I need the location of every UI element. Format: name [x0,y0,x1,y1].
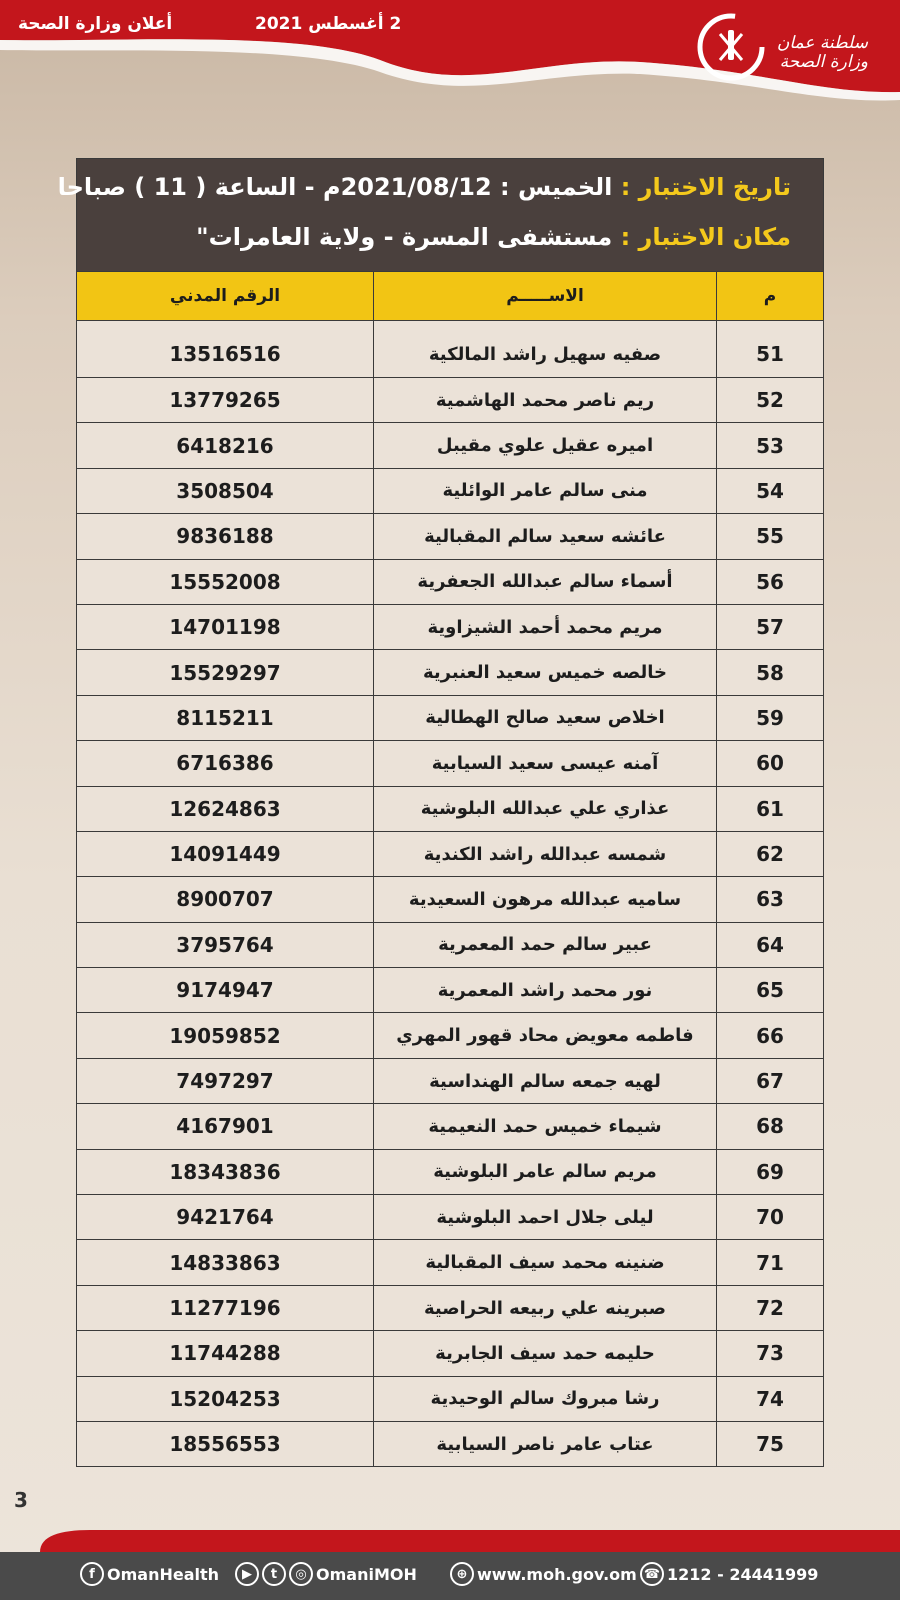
row-number: 52 [716,378,823,422]
row-civil-id: 18556553 [169,1432,281,1457]
table-row [77,831,823,876]
exam-place-line [196,223,791,251]
row-name: لهيه جمعه سالم الهنداسية [373,1059,716,1103]
row-name: خالصه خميس سعيد العنبرية [373,650,716,694]
row-number: 55 [716,514,823,558]
row-number: 63 [716,877,823,921]
row-name: ضنينه محمد سيف المقبالية [373,1240,716,1284]
row-number: 70 [716,1195,823,1239]
row-name: شمسه عبدالله راشد الكندية [373,832,716,876]
table-row [77,1376,823,1421]
exam-place-value: مستشفى المسرة - ولاية العامرات" [196,223,613,251]
header-name: الاســـــم [373,272,716,320]
table-spacer [77,321,823,331]
table-row [77,922,823,967]
row-number: 75 [716,1422,823,1466]
row-civil-id: 8900707 [176,887,274,912]
exam-info-box [57,159,823,271]
row-civil-id: 15552008 [169,569,281,594]
row-name: منى سالم عامر الوائلية [373,469,716,513]
row-number: 71 [716,1240,823,1284]
row-name: اخلاص سعيد صالح الهطالية [373,696,716,740]
logo-line-2: وزارة الصحة [779,52,868,72]
table-row [77,513,823,558]
phone-text: 1212 - 24441999 [667,1564,819,1584]
row-name: مريم سالم عامر البلوشية [373,1150,716,1194]
globe-icon: ⊕ [450,1562,474,1586]
row-number: 73 [716,1331,823,1375]
row-name: عائشه سعيد سالم المقبالية [373,514,716,558]
header-title: أعلان وزارة الصحة [18,14,173,34]
row-name: صفيه سهيل راشد المالكية [373,331,716,377]
row-number: 72 [716,1286,823,1330]
row-name: ساميه عبدالله مرهون السعيدية [373,877,716,921]
row-name: آمنه عيسى سعيد السيابية [373,741,716,785]
table-row [77,649,823,694]
table-row [77,377,823,422]
row-number: 53 [716,423,823,467]
row-civil-id: 6418216 [176,433,274,458]
table-row [77,468,823,513]
header-num: م [716,272,823,320]
table-row [77,786,823,831]
row-civil-id: 3795764 [176,932,274,957]
row-number: 65 [716,968,823,1012]
row-number: 74 [716,1377,823,1421]
row-civil-id: 9421764 [176,1205,274,1230]
row-name: شيماء خميس حمد النعيمية [373,1104,716,1148]
row-civil-id: 11277196 [169,1296,281,1320]
table-row [77,1239,823,1284]
header-id: الرقم المدني [169,286,281,306]
row-civil-id: 14091449 [169,842,281,867]
row-number: 66 [716,1013,823,1057]
row-number: 56 [716,560,823,604]
row-civil-id: 9836188 [176,524,274,549]
table-row [77,1194,823,1239]
row-name: نور محمد راشد المعمرية [373,968,716,1012]
instagram-icon: ◎ [289,1562,313,1586]
footer-social[interactable] [235,1562,417,1586]
row-name: فاطمه معويض محاد قهور المهري [373,1013,716,1057]
facebook-icon: f [80,1562,104,1586]
row-number: 62 [716,832,823,876]
exam-date-label: تاريخ الاختبار : [620,173,791,201]
row-number: 67 [716,1059,823,1103]
row-number: 64 [716,923,823,967]
table-row [77,1330,823,1375]
row-civil-id: 3508504 [176,478,274,503]
row-civil-id: 9174947 [176,978,274,1003]
row-name: عبير سالم حمد المعمرية [373,923,716,967]
row-number: 68 [716,1104,823,1148]
table-header [77,271,823,321]
row-name: أسماء سالم عبدالله الجعفرية [373,560,716,604]
table-row [77,1421,823,1466]
table-row [77,1058,823,1103]
row-civil-id: 4167901 [176,1114,274,1139]
row-number: 60 [716,741,823,785]
table-row [77,967,823,1012]
phone-icon: ☎ [640,1562,664,1586]
row-number: 69 [716,1150,823,1194]
row-name: عتاب عامر ناصر السيابية [373,1422,716,1466]
twitter-icon: t [262,1562,286,1586]
footer-band [0,1528,900,1552]
row-name: ريم ناصر محمد الهاشمية [373,378,716,422]
row-name: رشا مبروك سالم الوحيدية [373,1377,716,1421]
ministry-logo [698,12,888,82]
row-civil-id: 11744288 [169,1341,281,1366]
footer-facebook[interactable] [80,1562,219,1586]
row-civil-id: 15529297 [169,660,281,685]
youtube-icon: ▶ [235,1562,259,1586]
row-civil-id: 12624863 [169,796,281,821]
footer-website[interactable] [450,1562,637,1586]
table-row [77,1285,823,1330]
row-civil-id: 15204253 [169,1386,281,1411]
row-civil-id: 8115211 [176,705,274,730]
row-civil-id: 13779265 [169,388,281,413]
row-name: صبرينه علي ربيعه الحراصية [373,1286,716,1330]
facebook-handle: OmanHealth [107,1564,220,1584]
row-name: ليلى جلال احمد البلوشية [373,1195,716,1239]
row-name: حليمه حمد سيف الجابرية [373,1331,716,1375]
table-body [77,331,823,1466]
row-number: 57 [716,605,823,649]
website-text: www.moh.gov.om [477,1564,637,1584]
table-row [77,695,823,740]
row-civil-id: 19059852 [169,1023,281,1048]
table-row [77,604,823,649]
row-number: 58 [716,650,823,694]
table-row [77,559,823,604]
exam-date-value: الخميس : 2021/08/12م - الساعة ( 11 ) صباحا [57,173,613,201]
row-number: 54 [716,469,823,513]
row-name: مريم محمد أحمد الشيزاوية [373,605,716,649]
social-handle: OmaniMOH [316,1564,417,1584]
table-row [77,876,823,921]
exam-table [57,158,824,1467]
table-row [77,740,823,785]
row-civil-id: 7497297 [176,1069,274,1094]
logo-line-1: سلطنة عمان [776,33,868,53]
table-row [77,1012,823,1057]
table-row [77,422,823,467]
table-row [77,1149,823,1194]
table-row [77,1103,823,1148]
oman-emblem-icon [696,12,766,82]
row-number: 51 [716,331,823,377]
page-number: 3 [14,1488,28,1512]
row-name: عذاري علي عبدالله البلوشية [373,787,716,831]
row-civil-id: 13516516 [169,342,281,366]
exam-place-label: مكان الاختبار : [620,223,791,251]
row-number: 59 [716,696,823,740]
footer-phone[interactable] [640,1562,818,1586]
header-date: 2 أغسطس 2021 [255,14,402,34]
row-civil-id: 14833863 [169,1250,281,1275]
row-number: 61 [716,787,823,831]
row-civil-id: 14701198 [169,615,281,640]
table-row [77,331,823,377]
footer [0,1552,900,1600]
row-civil-id: 6716386 [176,751,274,776]
row-name: اميره عقيل علوي مقيبل [373,423,716,467]
exam-date-line [58,173,791,201]
row-civil-id: 18343836 [169,1159,281,1184]
